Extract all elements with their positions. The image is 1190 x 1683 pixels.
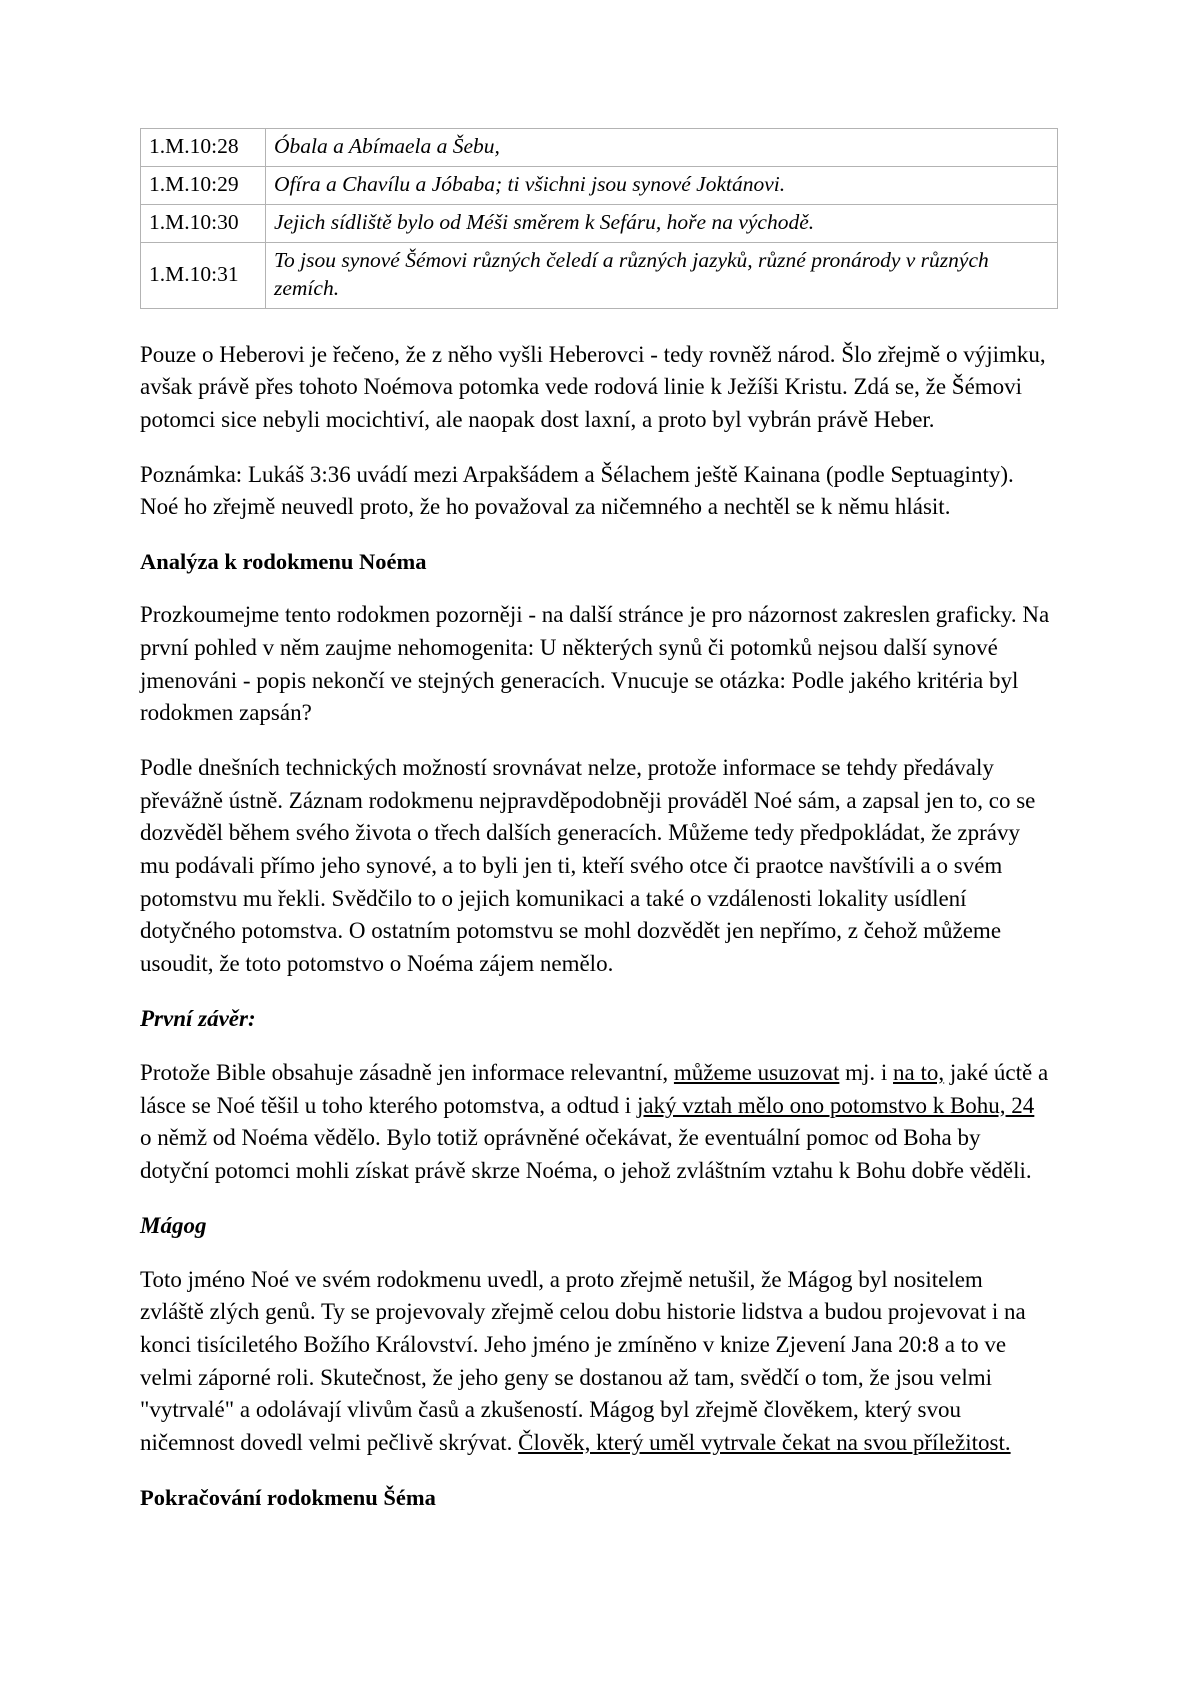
verse-table-body [141, 129, 1058, 309]
table-row [141, 129, 1058, 167]
verse-text: Óbala a Abímaela a Šebu, [266, 129, 1058, 167]
paragraph-poznamka: Poznámka: Lukáš 3:36 uvádí mezi Arpakšádem a Šélachem ještě Kainana (podle Septuaginty). Noé ho zřejmě neuvedl proto, že ho považoval za ničemného a nechtěl se k němu hlásit. [140, 461, 1014, 520]
table-row [141, 242, 1058, 308]
text-segment: Protože Bible obsahuje zásadně jen informace relevantní, [140, 1059, 674, 1085]
verse-text: Jejich sídliště bylo od Méši směrem k Sefáru, hoře na východě. [266, 204, 1058, 242]
heading-pokracovani-rodokmenu: Pokračování rodokmenu Šéma [140, 1484, 436, 1510]
underlined-text: na to, [893, 1059, 945, 1085]
underlined-text: můžeme usuzovat [673, 1059, 840, 1085]
text-segment: mj. i [839, 1059, 894, 1085]
verse-reference: 1.M.10:29 [141, 166, 266, 204]
underlined-text: Člověk, který uměl vytrvale čekat na svou příležitost. [518, 1429, 1011, 1455]
heading-prvni-zaver: První závěr: [140, 1005, 256, 1031]
verse-reference: 1.M.10:31 [141, 242, 266, 308]
text-segment: o němž od Noéma vědělo. Bylo totiž oprávněné očekávat, že eventuální pomoc od Boha by dotyční potomci mohli získat právě skrze Noéma, o jehož zvláštním vztahu k Bohu dobře věděli. [140, 1125, 1032, 1183]
table-body-spacer [140, 309, 1050, 339]
paragraph-protoze-bible [140, 1057, 1050, 1188]
heading-magog: Mágog [140, 1212, 207, 1238]
paragraph-heberovci: Pouze o Heberovi je řečeno, že z něho vyšli Heberovci - tedy rovněž národ. Šlo zřejmě o výjimku, avšak právě přes tohoto Noémova potomka vede rodová linie k Ježíši Kristu. Zdá se, že Šémovi potomci sice nebyli mocichtiví, ale naopak dost laxní, a proto byl vybrán právě Heber. [140, 341, 1046, 432]
verse-text: Ofíra a Chavílu a Jóbaba; ti všichni jsou synové Joktánovi. [266, 166, 1058, 204]
paragraph-prozkoumejme: Prozkoumejme tento rodokmen pozorněji - na další stránce je pro názornost zakreslen graficky. Na první pohled v něm zaujme nehomogenita: U některých synů či potomků nejsou další synové jmenováni - popis nekončí ve stejných generacích. Vnucuje se otázka: Podle jakého kritéria byl rodokmen zapsán? [140, 602, 1050, 726]
table-row [141, 204, 1058, 242]
heading-analyza-rodokmenu: Analýza k rodokmenu Noéma [140, 548, 427, 574]
verse-reference: 1.M.10:30 [141, 204, 266, 242]
paragraph-podle-dnesnich: Podle dnešních technických možností srovnávat nelze, protože informace se tehdy předávaly převážně ústně. Záznam rodokmenu nejpravděpodobněji prováděl Noé sám, a zapsal jen to, co se dozvěděl během svého života o třech dalších generacích. Můžeme tedy předpokládat, že zprávy mu podávali přímo jeho synové, a to byli jen ti, kteří svého otce či praotce navštívili a o svém potomstvu mu řekli. Svědčilo to o jejich komunikaci a také o vzdálenosti lokality usídlení dotyčného potomstva. O ostatním potomstvu se mohl dozvědět jen nepřímo, z čehož můžeme usoudit, že toto potomstvo o Noéma zájem nemělo. [140, 755, 1036, 977]
table-row [141, 166, 1058, 204]
underlined-text-footnote: jaký vztah mělo ono potomstvo k Bohu, 24 [636, 1092, 1035, 1118]
paragraph-magog [140, 1264, 1050, 1460]
bible-verse-table [140, 128, 1058, 309]
verse-reference: 1.M.10:28 [141, 129, 266, 167]
verse-text: To jsou synové Šémovi různých čeledí a různých jazyků, různé pronárody v různých zemích. [266, 242, 1058, 308]
text-segment: jaké úctě a lásce se Noé těšil u toho kterého potomstva, a odtud i [140, 1059, 1049, 1118]
text-segment: Toto jméno Noé ve svém rodokmenu uvedl, a proto zřejmě netušil, že Mágog byl nositelem zvláště zlých genů. Ty se projevovaly zřejmě celou dobu historie lidstva a budou projevovat i na konci tisíciletého Božího Království. Jeho jméno je zmíněno v knize Zjevení Jana 20:8 a to ve velmi záporné roli. Skutečnost, že jeho geny se dostanou až tam, svědčí o tom, že jsou velmi "vytrvalé" a odolávají vlivům časů a zkušeností. Mágog byl zřejmě člověkem, který svou ničemnost dovedl velmi pečlivě skrývat. [140, 1266, 1026, 1455]
